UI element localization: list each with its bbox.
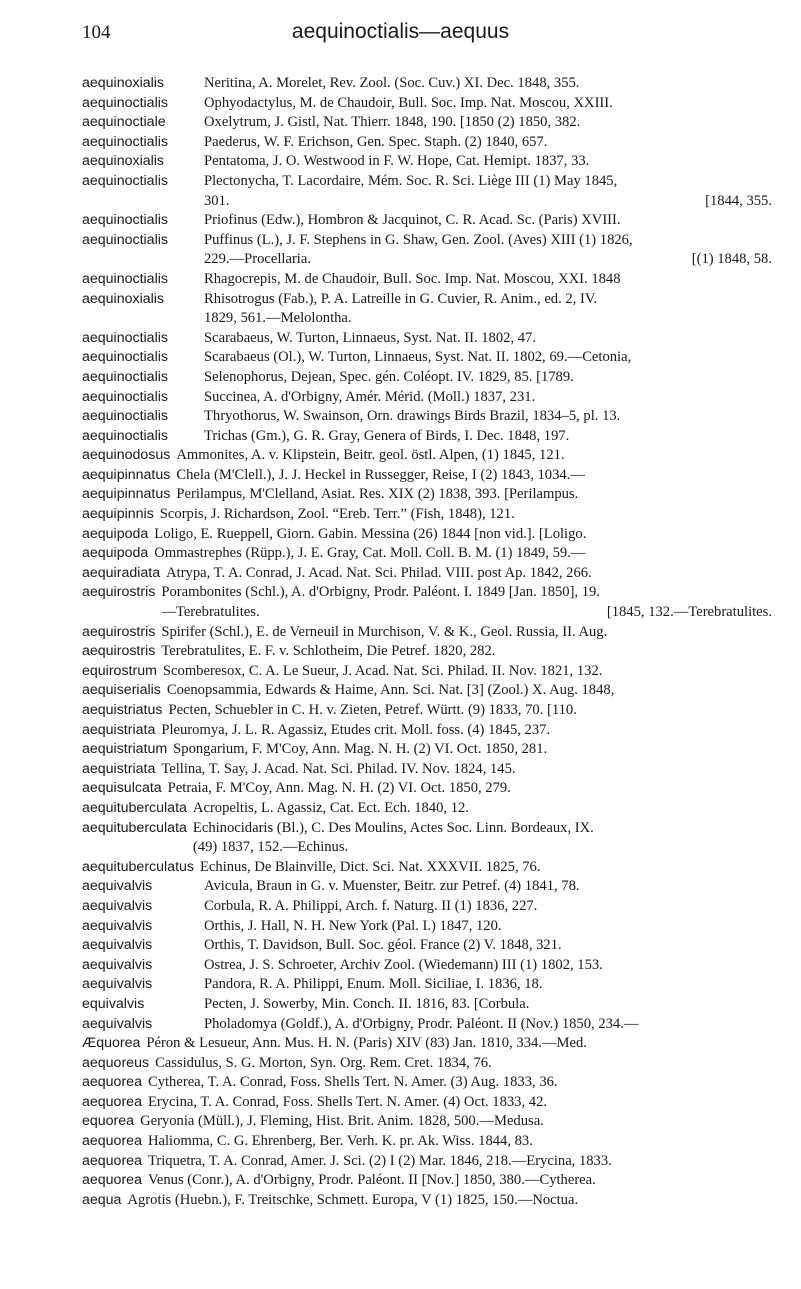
entry-term: aequiradiata bbox=[82, 564, 161, 581]
entry-citation: Oxelytrum, J. Gistl, Nat. Thierr. 1848, 190. [1850 (2) 1850, 382. bbox=[204, 114, 581, 131]
entry-citation: Trichas (Gm.), G. R. Gray, Genera of Birds, I. Dec. 1848, 197. bbox=[204, 427, 570, 444]
entry-citation: Scomberesox, C. A. Le Sueur, J. Acad. Nat. Sci. Philad. II. Nov. 1821, 132. bbox=[162, 662, 603, 679]
entry bbox=[82, 1034, 772, 1054]
entry-citation: Tellina, T. Say, J. Acad. Nat. Sci. Philad. IV. Nov. 1824, 145. bbox=[161, 760, 516, 777]
entry-citation: Orthis, J. Hall, N. H. New York (Pal. I.) 1847, 120. bbox=[204, 917, 502, 934]
entry-citation: Priofinus (Edw.), Hombron & Jacquinot, C. R. Acad. Sc. (Paris) XVIII. bbox=[204, 212, 621, 229]
entry-citation: Ostrea, J. S. Schroeter, Archiv Zool. (Wiedemann) III (1) 1802, 153. bbox=[204, 956, 603, 973]
entry-citation: Loligo, E. Rueppell, Giorn. Gabin. Messina (26) 1844 [non vid.]. [Loligo. bbox=[154, 525, 587, 542]
entry-citation: Ophyodactylus, M. de Chaudoir, Bull. Soc. Imp. Nat. Moscou, XXIII. bbox=[204, 94, 613, 111]
entry-term: aequistriatus bbox=[82, 702, 163, 718]
entry-text bbox=[155, 721, 772, 741]
entry-text bbox=[155, 623, 772, 643]
entry-term: equivalvis bbox=[82, 995, 145, 1012]
entry-text bbox=[200, 211, 772, 231]
entry-term: aequivalvis bbox=[82, 976, 153, 993]
entry bbox=[82, 642, 772, 662]
entry-term: aequinoxialis bbox=[82, 75, 165, 91]
entry bbox=[82, 701, 772, 721]
entry-citation: Corbula, R. A. Philippi, Arch. f. Naturg. II (1) 1836, 227. bbox=[204, 897, 538, 914]
entry-continuation-line bbox=[204, 250, 772, 270]
entry-text bbox=[200, 368, 772, 388]
entry bbox=[82, 1112, 772, 1132]
entry-text bbox=[200, 290, 772, 329]
entry-term: aequinoctiale bbox=[82, 114, 166, 131]
entry bbox=[82, 799, 772, 819]
entry-term: equorea bbox=[82, 1113, 135, 1130]
entry-text bbox=[200, 897, 772, 917]
entry-continuation-line bbox=[161, 603, 772, 623]
entry-citation: Paederus, W. F. Erichson, Gen. Spec. Staph. (2) 1840, 657. bbox=[204, 133, 548, 150]
entry-text bbox=[200, 407, 772, 427]
entry-citation: Cytherea, T. A. Conrad, Foss. Shells Tert. N. Amer. (3) Aug. 1833, 36. bbox=[147, 1074, 558, 1091]
entry-term: Æquorea bbox=[82, 1035, 141, 1052]
entry-continuation: 1829, 561.—Melolontha. bbox=[204, 310, 352, 327]
entry-text bbox=[200, 74, 772, 94]
entry bbox=[82, 681, 772, 701]
entry bbox=[82, 583, 772, 622]
entry-text bbox=[155, 642, 772, 662]
entry-text bbox=[142, 1152, 772, 1172]
entry bbox=[82, 485, 772, 505]
entry bbox=[82, 721, 772, 741]
entry-term: aequinodosus bbox=[82, 447, 171, 464]
entry-citation: Scarabaeus (Ol.), W. Turton, Linnaeus, Syst. Nat. II. 1802, 69.—Cetonia, bbox=[204, 349, 632, 366]
entry-citation: Spongarium, F. M'Coy, Ann. Mag. N. H. (2) VI. Oct. 1850, 281. bbox=[173, 741, 548, 758]
entry-text bbox=[200, 877, 772, 897]
entry-term: aequistriata bbox=[82, 721, 156, 738]
entry bbox=[82, 1132, 772, 1152]
entry-text bbox=[140, 1034, 772, 1054]
entry bbox=[82, 740, 772, 760]
entry-text bbox=[200, 427, 772, 447]
entry bbox=[82, 858, 772, 878]
entry-text bbox=[154, 505, 772, 525]
entry bbox=[82, 936, 772, 956]
entry-continuation-right: [1844, 355. bbox=[705, 192, 772, 209]
entry-text bbox=[200, 113, 772, 133]
entry-citation: Pleuromya, J. L. R. Agassiz, Etudes crit. Moll. foss. (4) 1845, 237. bbox=[161, 721, 551, 738]
entry-citation: Succinea, A. d'Orbigny, Amér. Mérid. (Moll.) 1837, 231. bbox=[204, 388, 536, 405]
entry bbox=[82, 211, 772, 231]
entry-text bbox=[142, 1073, 772, 1093]
entry bbox=[82, 564, 772, 584]
entry-citation: Péron & Lesueur, Ann. Mus. H. N. (Paris) XIV (83) Jan. 1810, 334.—Med. bbox=[146, 1035, 587, 1052]
entry-term: aequivalvis bbox=[82, 897, 153, 914]
entry-citation: Neritina, A. Morelet, Rev. Zool. (Soc. Cuv.) XI. Dec. 1848, 355. bbox=[204, 75, 580, 91]
entry-text bbox=[200, 936, 772, 956]
entry-citation: Coenopsammia, Edwards & Haime, Ann. Sci. Nat. [3] (Zool.) X. Aug. 1848, bbox=[166, 682, 615, 699]
entry-term: aequorea bbox=[82, 1093, 142, 1110]
entry bbox=[82, 94, 772, 114]
entry-text bbox=[167, 740, 772, 760]
entry-continuation: 301. bbox=[204, 192, 230, 209]
entry-text bbox=[142, 1132, 772, 1152]
entry-term: aequorea bbox=[82, 1172, 142, 1189]
entry bbox=[82, 662, 772, 682]
entry bbox=[82, 1152, 772, 1172]
entry-citation: Rhagocrepis, M. de Chaudoir, Bull. Soc. Imp. Nat. Moscou, XXI. 1848 bbox=[204, 270, 621, 287]
entry-term: aequinoctialis bbox=[82, 94, 168, 111]
entry bbox=[82, 1171, 772, 1191]
entry bbox=[82, 133, 772, 153]
entry-citation: Pandora, R. A. Philippi, Enum. Moll. Siciliae, I. 1836, 18. bbox=[204, 976, 543, 993]
entry-citation: Terebratulites, E. F. v. Schlotheim, Die Petref. 1820, 282. bbox=[161, 643, 496, 660]
entry bbox=[82, 1015, 772, 1035]
entry-term: aequipinnatus bbox=[82, 466, 171, 483]
entry-term: aequistriatum bbox=[82, 741, 168, 758]
entry-citation: Plectonycha, T. Lacordaire, Mém. Soc. R. Sci. Liège III (1) May 1845, bbox=[204, 172, 618, 189]
entry bbox=[82, 290, 772, 329]
entry-term: aequipinnatus bbox=[82, 486, 171, 503]
entry bbox=[82, 525, 772, 545]
entry bbox=[82, 113, 772, 133]
entry-term: aequinoctialis bbox=[82, 427, 168, 444]
entry-text bbox=[200, 133, 772, 153]
entry bbox=[82, 388, 772, 408]
entry-citation: Scorpis, J. Richardson, Zool. “Ereb. Terr.” (Fish, 1848), 121. bbox=[159, 506, 515, 523]
entry-term: aequivalvis bbox=[82, 956, 153, 973]
entry bbox=[82, 348, 772, 368]
entry-citation: Selenophorus, Dejean, Spec. gén. Coléopt. IV. 1829, 85. [1789. bbox=[204, 368, 574, 385]
entry-term: aequituberculatus bbox=[82, 858, 195, 875]
entry-citation: Triquetra, T. A. Conrad, Amer. J. Sci. (2) I (2) Mar. 1846, 218.—Erycina, 1833. bbox=[147, 1152, 612, 1169]
entry-text bbox=[200, 388, 772, 408]
entry-text bbox=[148, 525, 772, 545]
entry bbox=[82, 1073, 772, 1093]
entry-citation: Pecten, Schuebler in C. H. v. Zieten, Petref. Württ. (9) 1833, 70. [110. bbox=[168, 702, 577, 718]
entry-text bbox=[200, 329, 772, 349]
entry-text bbox=[200, 956, 772, 976]
entry-term: aequinoctialis bbox=[82, 329, 168, 346]
entry bbox=[82, 270, 772, 290]
entry-text bbox=[162, 701, 772, 721]
entry bbox=[82, 231, 772, 270]
entry-citation: Chela (M'Clell.), J. J. Heckel in Russegger, Reise, I (2) 1843, 1034.— bbox=[176, 466, 585, 483]
entry-text bbox=[148, 544, 772, 564]
entry-term: aequisulcata bbox=[82, 780, 162, 797]
entry-text bbox=[170, 485, 772, 505]
entry-term: aequivalvis bbox=[82, 1015, 153, 1032]
entry-term: aequirostris bbox=[82, 584, 156, 601]
entry-citation: Spirifer (Schl.), E. de Verneuil in Murchison, V. & K., Geol. Russia, II. Aug. bbox=[161, 623, 608, 640]
entry bbox=[82, 760, 772, 780]
entry-text bbox=[142, 1171, 772, 1191]
entry-term: aequorea bbox=[82, 1074, 142, 1091]
entry-citation: Cassidulus, S. G. Morton, Syn. Org. Rem. Cret. 1834, 76. bbox=[155, 1054, 492, 1071]
entry-term: aequorea bbox=[82, 1133, 142, 1150]
entry-term: aequinoctialis bbox=[82, 231, 168, 248]
entry-text bbox=[200, 231, 772, 270]
entry-citation: Ammonites, A. v. Klipstein, Beitr. geol. östl. Alpen, (1) 1845, 121. bbox=[176, 447, 565, 464]
entry bbox=[82, 172, 772, 211]
entry bbox=[82, 1054, 772, 1074]
entry-text bbox=[157, 662, 772, 682]
entry-term: aequinoctialis bbox=[82, 408, 168, 425]
entry-term: aequivalvis bbox=[82, 878, 153, 895]
entry-term: aequistriata bbox=[82, 760, 156, 777]
entry-citation: Scarabaeus, W. Turton, Linnaeus, Syst. Nat. II. 1802, 47. bbox=[204, 329, 536, 346]
entry-text bbox=[162, 779, 772, 799]
entry-citation: Venus (Conr.), A. d'Orbigny, Prodr. Paléont. II [Nov.] 1850, 380.—Cytherea. bbox=[147, 1172, 596, 1189]
entry-text bbox=[170, 446, 772, 466]
entry bbox=[82, 427, 772, 447]
entry-text bbox=[155, 583, 772, 622]
entry-continuation-right: [1845, 132.—Terebratulites. bbox=[606, 604, 772, 621]
entry-continuation-line bbox=[204, 192, 772, 212]
entry bbox=[82, 152, 772, 172]
entry-term: aequinoctialis bbox=[82, 212, 168, 229]
entry-citation: Acropeltis, L. Agassiz, Cat. Ect. Ech. 1840, 12. bbox=[192, 799, 469, 816]
entry-term: aequipoda bbox=[82, 545, 149, 562]
entry-term: aequituberculata bbox=[82, 819, 187, 836]
entry bbox=[82, 897, 772, 917]
entry-term: aequirostris bbox=[82, 623, 156, 640]
entry-citation: Geryonia (Müll.), J. Fleming, Hist. Brit. Anim. 1828, 500.—Medusa. bbox=[140, 1113, 544, 1130]
entry bbox=[82, 466, 772, 486]
entry bbox=[82, 1093, 772, 1113]
entry-text bbox=[142, 1093, 772, 1113]
entry-text bbox=[149, 1054, 772, 1074]
entry-term: aequinoctialis bbox=[82, 270, 168, 287]
entry-text bbox=[200, 152, 772, 172]
entry-term: aequinoctialis bbox=[82, 388, 168, 405]
entry-text bbox=[200, 94, 772, 114]
entry-continuation: 229.—Procellaria. bbox=[204, 251, 311, 268]
entry-text bbox=[194, 858, 772, 878]
entry-term: aequa bbox=[82, 1191, 122, 1208]
entry bbox=[82, 505, 772, 525]
entry-term: aequiserialis bbox=[82, 682, 161, 699]
entry-term: aequinoctialis bbox=[82, 133, 168, 150]
entry-text bbox=[200, 348, 772, 368]
entry-citation: Agrotis (Huebn.), F. Treitschke, Schmett. Europa, V (1) 1825, 150.—Noctua. bbox=[127, 1191, 579, 1208]
entry-continuation-line bbox=[204, 309, 772, 329]
entry-citation: Pholadomya (Goldf.), A. d'Orbigny, Prodr. Paléont. II (Nov.) 1850, 234.— bbox=[204, 1015, 639, 1032]
entry-term: aequinoxialis bbox=[82, 290, 165, 307]
entry-term: aequoreus bbox=[82, 1054, 150, 1071]
entry bbox=[82, 544, 772, 564]
entry-term: aequituberculata bbox=[82, 799, 187, 816]
entry-citation: Puffinus (L.), J. F. Stephens in G. Shaw, Gen. Zool. (Aves) XIII (1) 1826, bbox=[204, 231, 633, 248]
entry bbox=[82, 819, 772, 858]
entry-citation: Porambonites (Schl.), A. d'Orbigny, Prodr. Paléont. I. 1849 [Jan. 1850], 19. bbox=[161, 584, 600, 601]
entry-citation: Echinocidaris (Bl.), C. Des Moulins, Actes Soc. Linn. Bordeaux, IX. bbox=[192, 819, 594, 836]
entry bbox=[82, 995, 772, 1015]
entry bbox=[82, 74, 772, 94]
entry-text bbox=[200, 975, 772, 995]
entry-continuation: —Terebratulites. bbox=[161, 604, 260, 621]
entry-text bbox=[170, 466, 772, 486]
entry-text bbox=[200, 995, 772, 1015]
entry-citation: Ommastrephes (Rüpp.), J. E. Gray, Cat. Moll. Coll. B. M. (1) 1849, 59.— bbox=[154, 545, 586, 562]
entry-text bbox=[187, 819, 772, 858]
entry-text bbox=[200, 1015, 772, 1035]
entry-continuation-line bbox=[193, 838, 772, 858]
entry-citation: Pentatoma, J. O. Westwood in F. W. Hope, Cat. Hemipt. 1837, 33. bbox=[204, 153, 590, 170]
entry-continuation-right: [(1) 1848, 58. bbox=[691, 251, 772, 268]
entry-citation: Orthis, T. Davidson, Bull. Soc. géol. France (2) V. 1848, 321. bbox=[204, 937, 562, 954]
entry bbox=[82, 975, 772, 995]
entry bbox=[82, 446, 772, 466]
entry-term: aequinoctialis bbox=[82, 172, 168, 189]
entry-term: aequinoctialis bbox=[82, 349, 168, 366]
page-number: 104 bbox=[82, 22, 111, 43]
entry-continuation: (49) 1837, 152.—Echinus. bbox=[192, 839, 349, 856]
entry-citation: Erycina, T. A. Conrad, Foss. Shells Tert. N. Amer. (4) Oct. 1833, 42. bbox=[147, 1093, 548, 1110]
entry-text bbox=[200, 172, 772, 211]
entry-term: aequinoctialis bbox=[82, 368, 168, 385]
entry bbox=[82, 329, 772, 349]
entry-citation: Haliomma, C. G. Ehrenberg, Ber. Verh. K. pr. Ak. Wiss. 1844, 83. bbox=[147, 1133, 533, 1150]
entry-text bbox=[155, 760, 772, 780]
entry-citation: Rhisotrogus (Fab.), P. A. Latreille in G. Cuvier, R. Anim., ed. 2, IV. bbox=[204, 290, 598, 307]
entry-citation: Pecten, J. Sowerby, Min. Conch. II. 1816, 83. [Corbula. bbox=[204, 995, 530, 1012]
entry-text bbox=[200, 270, 772, 290]
entry-text bbox=[134, 1112, 772, 1132]
entry bbox=[82, 877, 772, 897]
entry-term: aequorea bbox=[82, 1152, 142, 1169]
entry bbox=[82, 779, 772, 799]
entry bbox=[82, 623, 772, 643]
entry-citation: Avicula, Braun in G. v. Muenster, Beitr. zur Petref. (4) 1841, 78. bbox=[204, 878, 580, 895]
entry-citation: Thryothorus, W. Swainson, Orn. drawings Birds Brazil, 1834–5, pl. 13. bbox=[204, 408, 621, 425]
entry-citation: Perilampus, M'Clelland, Asiat. Res. XIX (2) 1838, 393. [Perilampus. bbox=[176, 486, 579, 503]
entry-text bbox=[160, 564, 772, 584]
entry-text bbox=[121, 1191, 772, 1211]
entry-citation: Atrypa, T. A. Conrad, J. Acad. Nat. Sci. Philad. VIII. post Ap. 1842, 266. bbox=[166, 564, 592, 581]
entry-term: aequinoxialis bbox=[82, 153, 165, 170]
entry-term: aequipoda bbox=[82, 525, 149, 542]
entry-term: equirostrum bbox=[82, 662, 157, 679]
entry-text bbox=[187, 799, 772, 819]
entry bbox=[82, 1191, 772, 1211]
entry-list bbox=[82, 74, 772, 1210]
entry bbox=[82, 917, 772, 937]
entry-citation: Echinus, De Blainville, Dict. Sci. Nat. XXXVII. 1825, 76. bbox=[200, 858, 541, 875]
entry-citation: Petraia, F. M'Coy, Ann. Mag. N. H. (2) VI. Oct. 1850, 279. bbox=[167, 780, 511, 797]
entry-text bbox=[161, 681, 772, 701]
entry-text bbox=[200, 917, 772, 937]
entry-term: aequipinnis bbox=[82, 506, 154, 523]
entry-term: aequirostris bbox=[82, 643, 156, 660]
entry-term: aequivalvis bbox=[82, 937, 153, 954]
entry bbox=[82, 368, 772, 388]
entry bbox=[82, 956, 772, 976]
entry bbox=[82, 407, 772, 427]
running-head: aequinoctialis—aequus bbox=[291, 20, 510, 43]
entry-term: aequivalvis bbox=[82, 917, 153, 934]
